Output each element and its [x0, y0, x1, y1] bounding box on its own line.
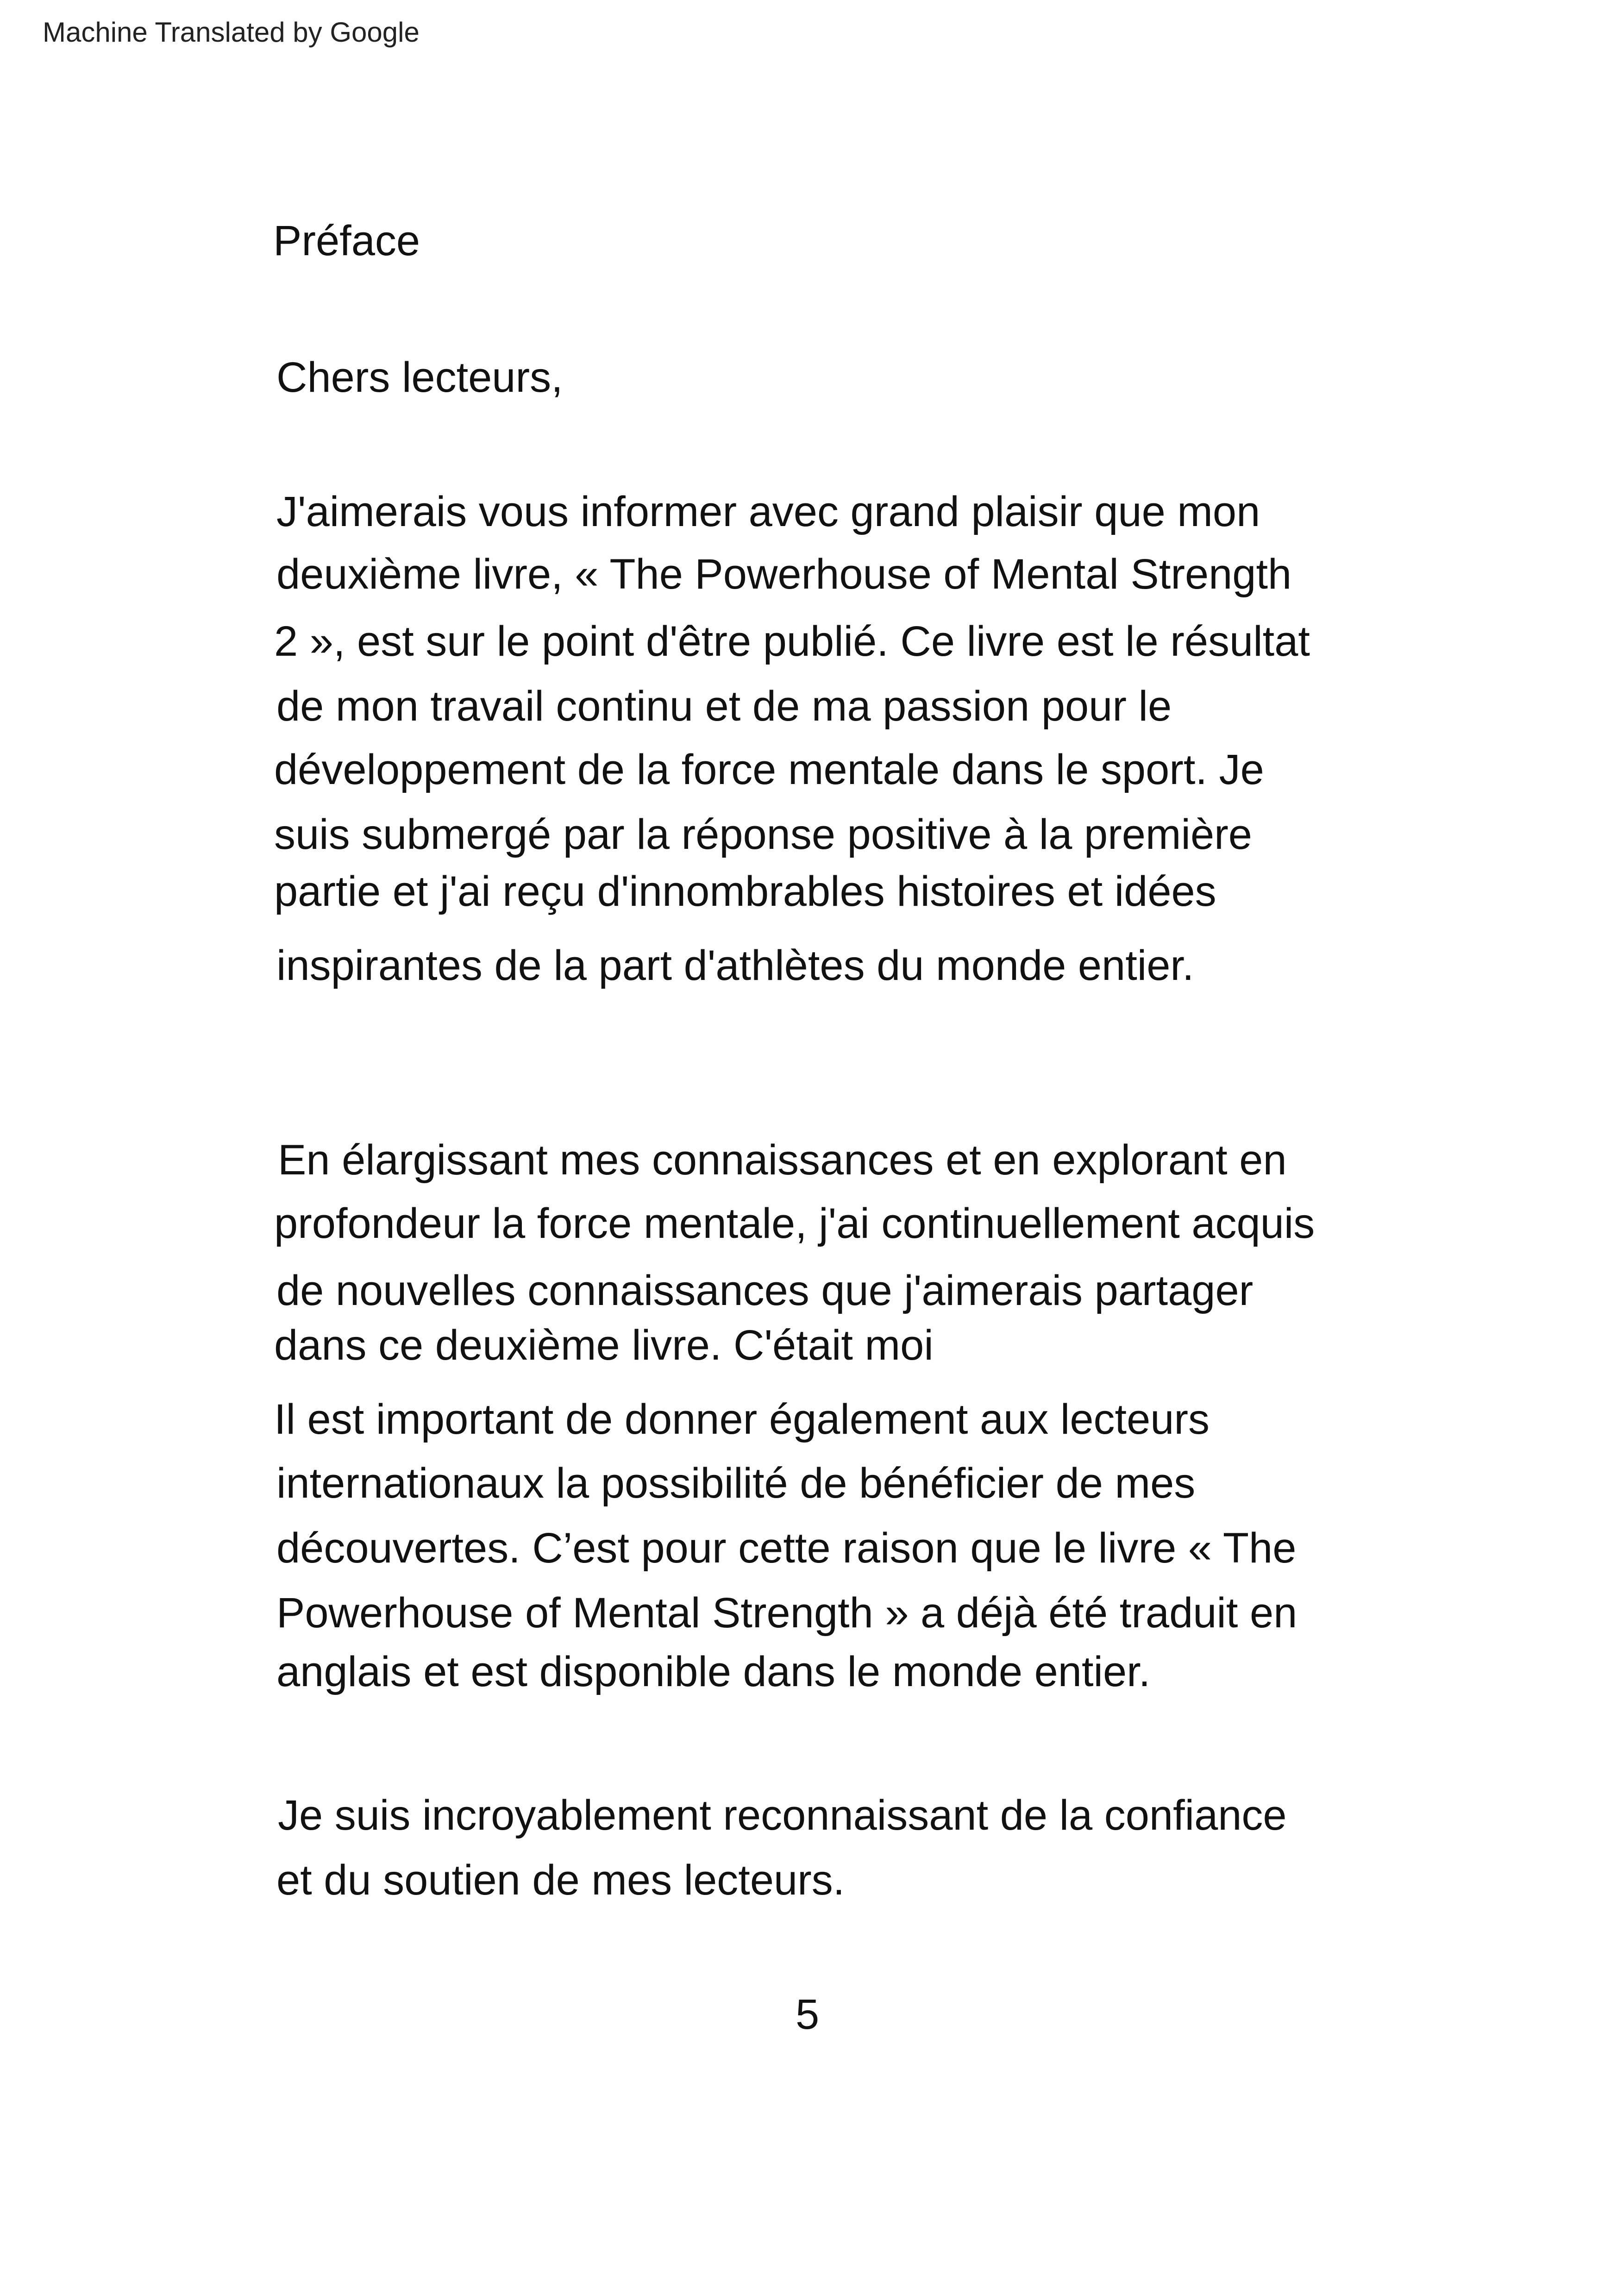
- paragraph-line: Il est important de donner également aux lecteurs: [274, 1396, 1210, 1443]
- paragraph-line: deuxième livre, « The Powerhouse of Mental Strength: [276, 551, 1292, 598]
- paragraph-line: internationaux la possibilité de bénéficier de mes: [276, 1460, 1196, 1507]
- page-title: Préface: [273, 217, 420, 264]
- paragraph-line: et du soutien de mes lecteurs.: [276, 1857, 845, 1904]
- paragraph-line: dans ce deuxième livre. C'était moi: [274, 1322, 934, 1369]
- paragraph-line: de nouvelles connaissances que j'aimerais partager: [276, 1267, 1253, 1314]
- salutation: Chers lecteurs,: [276, 354, 563, 401]
- paragraph-line: Powerhouse of Mental Strength » a déjà été traduit en: [276, 1589, 1297, 1637]
- paragraph-line: développement de la force mentale dans le sport. Je: [274, 746, 1264, 793]
- paragraph-line: suis submergé par la réponse positive à la première: [274, 811, 1252, 858]
- paragraph-line: En élargissant mes connaissances et en explorant en: [278, 1136, 1287, 1184]
- paragraph-line: de mon travail continu et de ma passion pour le: [276, 683, 1172, 730]
- paragraph-line: 2 », est sur le point d'être publié. Ce livre est le résultat: [274, 618, 1310, 665]
- paragraph-line: partie et j'ai reçu d'innombrables histoires et idées: [274, 868, 1216, 915]
- machine-translation-notice: Machine Translated by Google: [43, 17, 420, 48]
- paragraph-line: anglais et est disponible dans le monde entier.: [276, 1648, 1151, 1695]
- paragraph-line: Je suis incroyablement reconnaissant de la confiance: [278, 1792, 1287, 1839]
- paragraph-line: inspirantes de la part d'athlètes du monde entier.: [276, 942, 1194, 989]
- paragraph-line: découvertes. C’est pour cette raison que le livre « The: [276, 1524, 1297, 1572]
- page-number: 5: [796, 1991, 820, 2038]
- paragraph-line: J'aimerais vous informer avec grand plaisir que mon: [276, 488, 1260, 535]
- paragraph-line: profondeur la force mentale, j'ai continuellement acquis: [274, 1200, 1315, 1247]
